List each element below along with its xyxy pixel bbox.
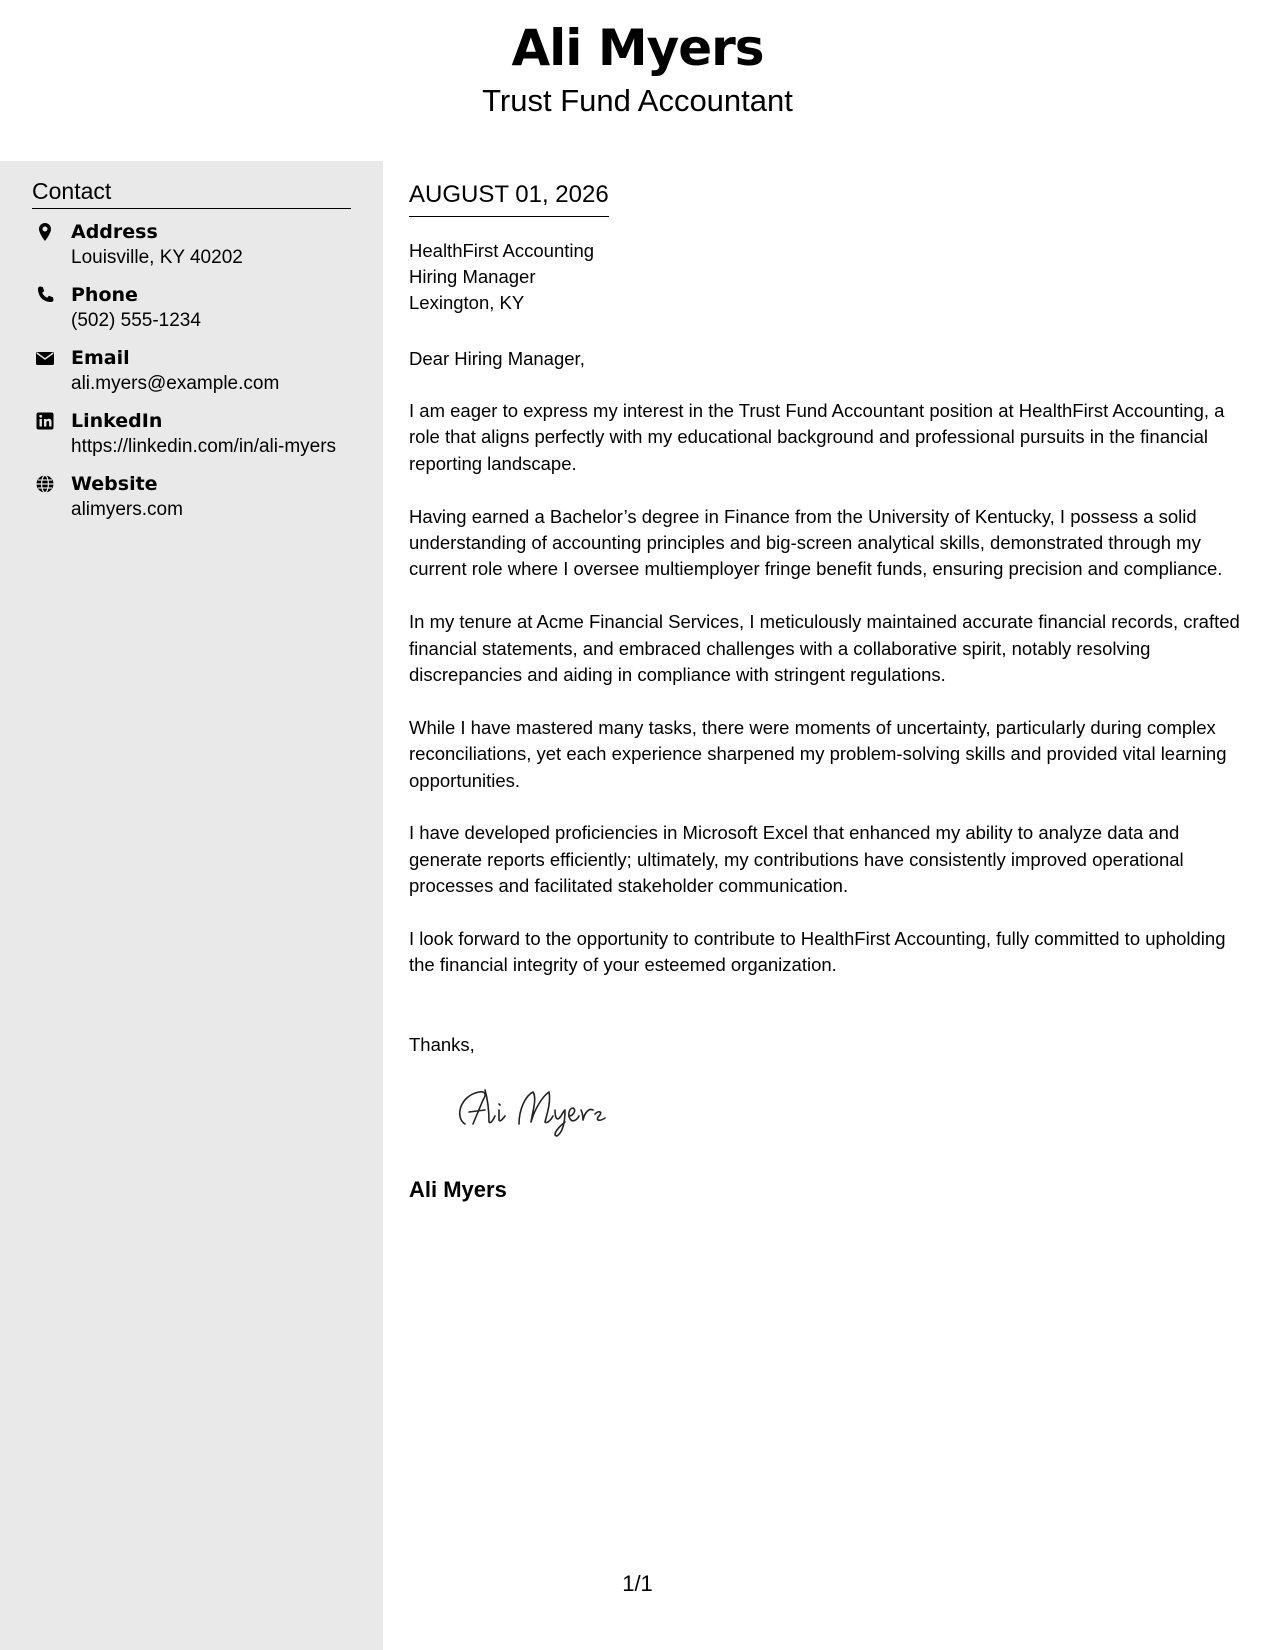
job-title: Trust Fund Accountant: [482, 83, 793, 118]
contact-label: LinkedIn: [71, 410, 163, 432]
contact-label: Address: [71, 221, 158, 243]
body-paragraph: I have developed proficiencies in Microsoft Excel that enhanced my ability to analyze data and generate reports efficiently; ultimately, my contributions have consistently improved operational processes and facilitated stakeholder communication.: [409, 822, 1184, 897]
contact-phone: [32, 283, 377, 339]
page-header: [0, 0, 1275, 160]
contact-website: [32, 472, 377, 528]
body-paragraph: I look forward to the opportunity to contribute to HealthFirst Accounting, fully committed to upholding the financial integrity of your esteemed organization.: [409, 928, 1226, 976]
contact-value[interactable]: alimyers.com: [71, 499, 183, 520]
envelope-icon: [35, 348, 55, 368]
contact-value[interactable]: https://linkedin.com/in/ali-myers: [71, 436, 337, 457]
recipient-role: Hiring Manager: [409, 266, 536, 287]
body-paragraph: In my tenure at Acme Financial Services, I meticulously maintained accurate financial records, crafted financial statements, and embraced challenges with a collaborative spirit, notably resolving discrepancies and aiding in compliance with stringent regulations.: [409, 611, 1240, 686]
salutation: Dear Hiring Manager,: [409, 348, 585, 369]
contact-address: [32, 220, 377, 276]
body-paragraph: While I have mastered many tasks, there were moments of uncertainty, particularly during complex reconciliations, yet each experience sharpened my problem-solving skills and provided vital learning opportunities.: [409, 716, 1227, 791]
contact-label: Phone: [71, 284, 138, 306]
contact-label: Website: [71, 473, 158, 495]
letter-date: AUGUST 01, 2026: [409, 180, 609, 217]
page-number: 1/1: [622, 1571, 653, 1596]
letter-body: [409, 398, 1249, 1005]
contact-value: (502) 555-1234: [71, 310, 201, 331]
body-paragraph: I am eager to express my interest in the Trust Fund Accountant position at HealthFirst Accounting, a role that aligns perfectly with my educational background and professional pursuits in the financial reporting landscape.: [409, 400, 1225, 474]
phone-icon: [35, 285, 55, 305]
contact-value: Louisville, KY 40202: [71, 247, 243, 268]
signer-name: Ali Myers: [409, 1177, 507, 1202]
contact-value: ali.myers@example.com: [71, 373, 280, 394]
globe-icon: [35, 474, 55, 494]
handwritten-signature: [445, 1080, 635, 1140]
recipient-location: Lexington, KY: [409, 292, 525, 313]
contact-heading: Contact: [32, 176, 351, 209]
map-pin-icon: [35, 222, 55, 242]
contact-label: Email: [71, 347, 130, 369]
recipient-company: HealthFirst Accounting: [409, 240, 595, 261]
closing: Thanks,: [409, 1034, 475, 1055]
contact-email: [32, 346, 377, 402]
body-paragraph: Having earned a Bachelor’s degree in Finance from the University of Kentucky, I possess a solid understanding of accounting principles and big-screen analytical skills, demonstrated through my current role where I oversee multiemployer fringe benefit funds, ensuring precision and compliance.: [409, 505, 1223, 580]
applicant-name: Ali Myers: [511, 19, 764, 77]
linkedin-icon: [35, 411, 55, 431]
contact-linkedin: [32, 409, 377, 465]
recipient-block: [409, 238, 594, 316]
